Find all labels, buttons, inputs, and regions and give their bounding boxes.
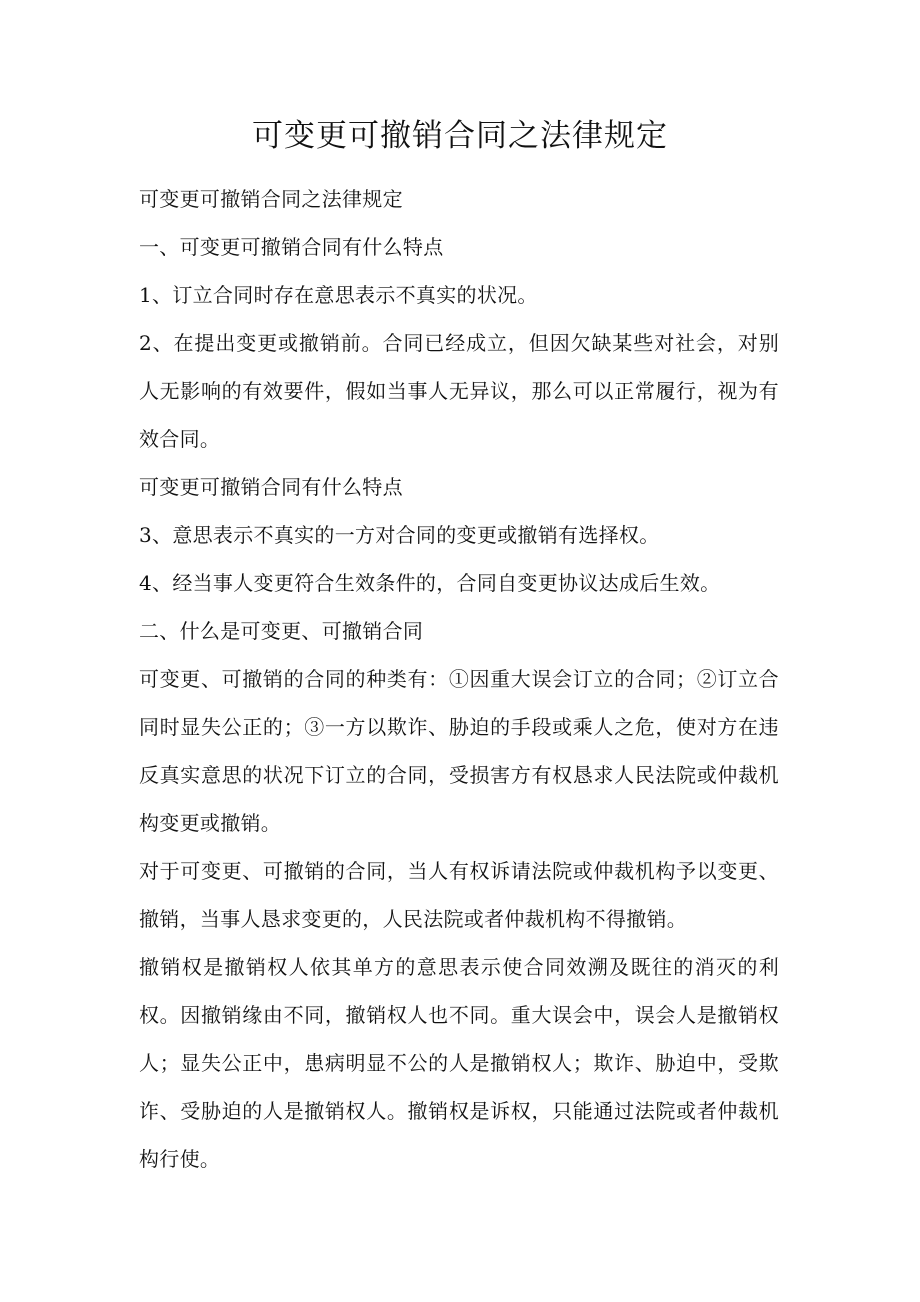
paragraph-item-3: 3、意思表示不真实的一方对合同的变更或撤销有选择权。	[139, 523, 660, 547]
paragraph-item-2: 2、在提出变更或撤销前。合同已经成立，但因欠缺某些对社会，对别人无影响的有效要件，假如当事人无异议，那么可以正常履行，视为有效合同。	[139, 331, 779, 451]
paragraph-heading-2: 二、什么是可变更、可撤销合同	[139, 619, 424, 643]
paragraph-rights: 对于可变更、可撤销的合同，当人有权诉请法院或仲裁机构予以变更、撤销，当事人恳求变更的，人民法院或者仲裁机构不得撤销。	[139, 859, 779, 931]
paragraph-subheading: 可变更可撤销合同有什么特点	[139, 475, 403, 499]
paragraph-heading-1: 一、可变更可撤销合同有什么特点	[139, 235, 444, 259]
paragraph-types: 可变更、可撤销的合同的种类有：①因重大误会订立的合同；②订立合同时显失公正的；③一方以欺诈、胁迫的手段或乘人之危，使对方在违反真实意思的状况下订立的合同，受损害方有权恳求人民法院或仲裁机构变更或撤销。	[139, 667, 779, 835]
paragraph-item-4: 4、经当事人变更符合生效条件的，合同自变更协议达成后生效。	[139, 571, 721, 595]
paragraph-item-1: 1、订立合同时存在意思表示不真实的状况。	[139, 283, 538, 307]
paragraph-revocation: 撤销权是撤销权人依其单方的意思表示使合同效溯及既往的消灭的利权。因撤销缘由不同，撤销权人也不同。重大误会中，误会人是撤销权人；显失公正中，患病明显不公的人是撤销权人；欺诈、胁迫中，受欺诈、受胁迫的人是撤销权人。撤销权是诉权，只能通过法院或者仲裁机构行使。	[139, 955, 779, 1171]
document-body	[139, 175, 779, 1183]
paragraph-subtitle: 可变更可撤销合同之法律规定	[139, 187, 403, 211]
document-title: 可变更可撤销合同之法律规定	[252, 118, 668, 154]
